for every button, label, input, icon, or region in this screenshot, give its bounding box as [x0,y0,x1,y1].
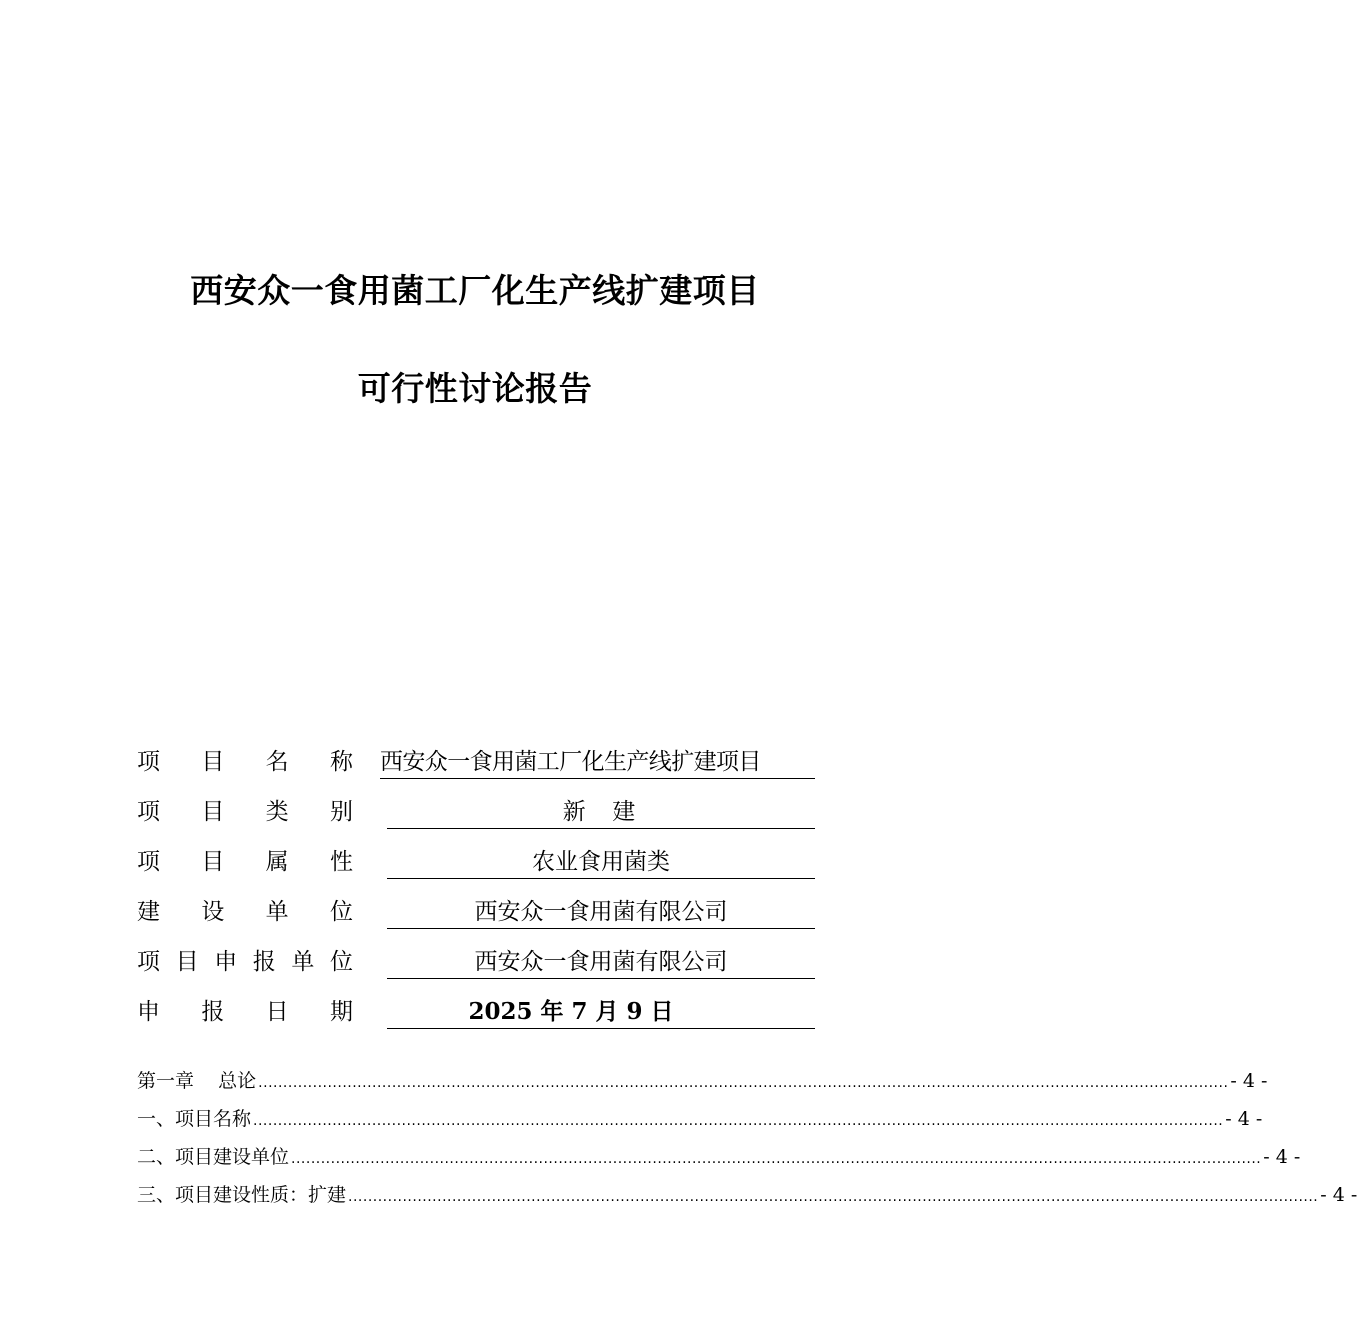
toc-leader-dots: .................................................................................................................................................................................................... [258,1075,1229,1091]
label-char: 称 [329,749,353,775]
toc-leader-dots: .................................................................................................................................................................................................... [291,1151,1262,1167]
info-row-project-name [137,740,817,790]
toc-item[interactable] [137,1172,1357,1210]
info-label-application-date [137,994,353,1030]
label-char: 建 [137,899,160,925]
label-char: 目 [201,849,225,875]
label-char: 项 [137,949,160,975]
label-char: 项 [137,799,160,825]
toc-item-page: - 4 - [1225,1108,1263,1130]
info-label-project-attribute [137,844,353,880]
info-row-application-date [137,990,817,1040]
info-label-applicant-unit [137,944,353,980]
label-char: 项 [137,749,160,775]
info-label-construction-unit [137,894,353,930]
info-row-applicant-unit [137,940,817,990]
label-char: 日 [265,999,289,1025]
toc-item-text: 一、项目名称 [137,1108,252,1130]
toc-item-page: - 4 - [1230,1070,1268,1092]
label-char: 目 [175,949,199,975]
label-char: 别 [329,799,353,825]
toc-item-text: 二、项目建设单位 [137,1146,290,1168]
label-char: 报 [252,949,276,975]
toc-item-page: - 4 - [1320,1184,1357,1206]
info-value-project-attribute: 农业食用菌类 [387,844,815,879]
info-label-project-type [137,794,353,830]
label-char: 性 [329,849,353,875]
report-title-line-2: 可行性讨论报告 [357,369,593,408]
info-label-project-name [137,744,353,780]
toc-item[interactable] [137,1096,1263,1134]
label-char: 期 [329,999,353,1025]
label-char: 项 [137,849,160,875]
report-title-line-1: 西安众一食用菌工厂化生产线扩建项目 [190,271,760,310]
info-value-construction-unit: 西安众一食用菌有限公司 [387,894,815,929]
label-char: 报 [201,999,225,1025]
label-char: 申 [214,949,238,975]
label-char: 类 [265,799,289,825]
label-char: 属 [265,849,289,875]
info-value-project-type: 新 建 [387,794,815,829]
toc-item[interactable] [137,1134,1301,1172]
info-value-application-date: 2025 年 7 月 9 日 [387,994,815,1029]
label-char: 设 [201,899,225,925]
toc-item[interactable] [137,1058,1268,1096]
info-row-project-type [137,790,817,840]
toc-item-text: 第一章 总论 [137,1070,257,1092]
info-value-project-name: 西安众一食用菌工厂化生产线扩建项目 [380,744,815,779]
label-char: 名 [265,749,289,775]
toc-leader-dots: .................................................................................................................................................................................................... [253,1113,1224,1129]
info-value-applicant-unit: 西安众一食用菌有限公司 [387,944,815,979]
info-row-project-attribute [137,840,817,890]
toc-item-text: 三、项目建设性质：扩建 [137,1184,347,1206]
label-char: 申 [137,999,160,1025]
label-char: 单 [291,949,315,975]
label-char: 单 [265,899,289,925]
toc-leader-dots: .................................................................................................................................................................................................... [348,1189,1319,1205]
info-row-construction-unit [137,890,817,940]
label-char: 位 [329,899,353,925]
toc-item-page: - 4 - [1263,1146,1301,1168]
label-char: 目 [201,749,225,775]
label-char: 位 [329,949,353,975]
project-info-table [137,740,817,1040]
label-char: 目 [201,799,225,825]
table-of-contents [137,1058,1357,1210]
